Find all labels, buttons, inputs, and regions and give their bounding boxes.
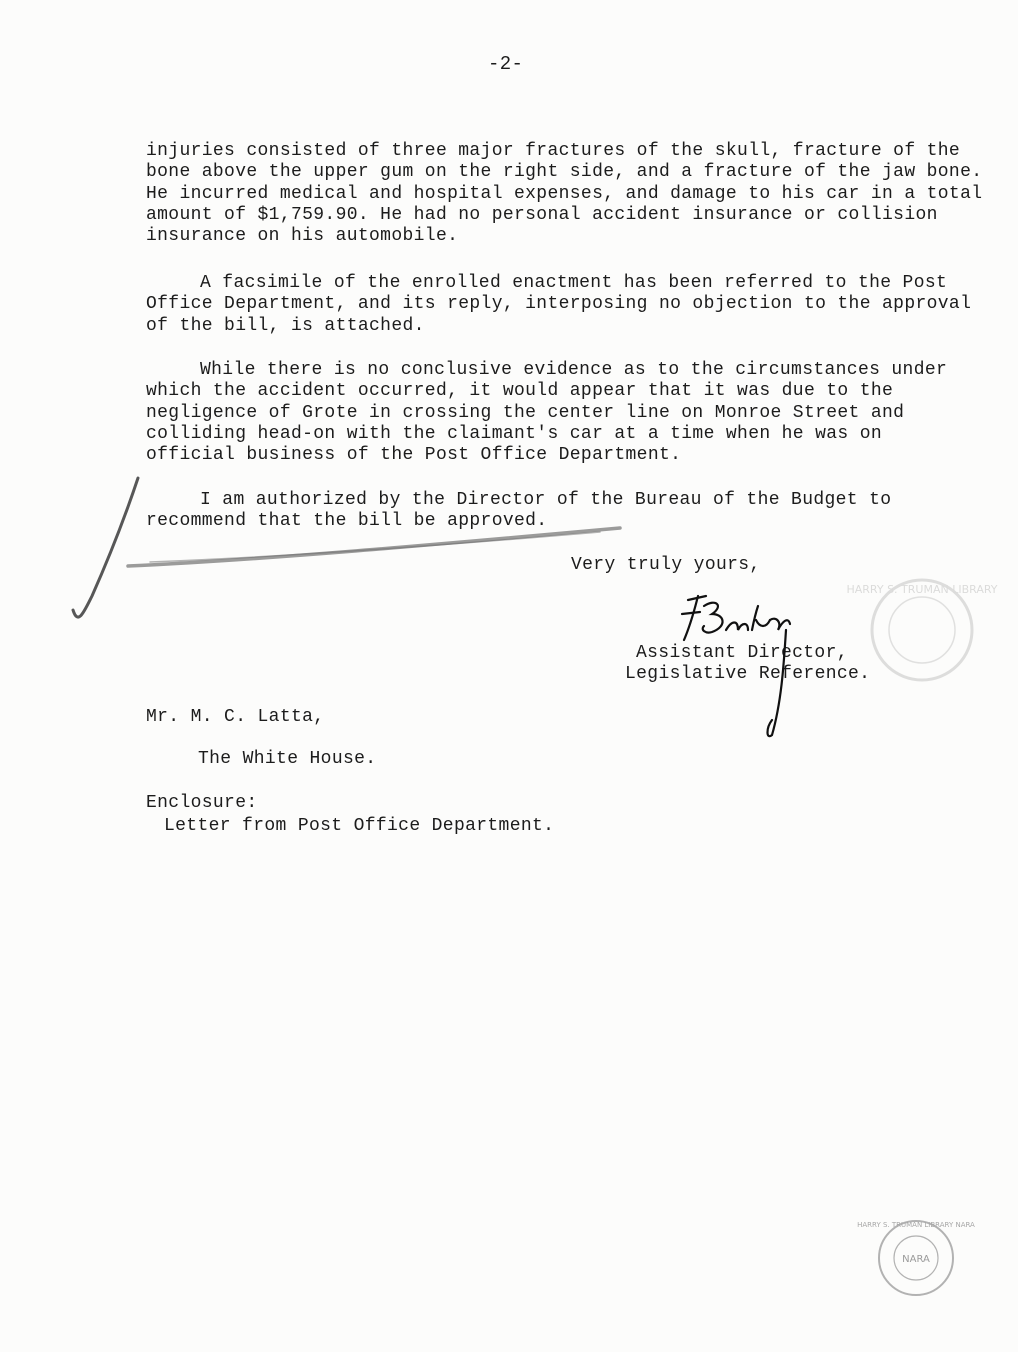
addressee-name: Mr. M. C. Latta, — [146, 707, 325, 727]
text-line: official business of the Post Office Department. — [146, 445, 682, 466]
text-line: recommend that the bill be approved. — [146, 511, 548, 532]
archival-stamp-upper — [846, 580, 997, 680]
stamp-lower-text: HARRY S. TRUMAN LIBRARY NARA — [857, 1221, 975, 1229]
closing: Very truly yours, — [571, 555, 761, 575]
text-line: which the accident occurred, it would appear that it was due to the — [146, 381, 894, 402]
text-line: I am authorized by the Director of the Bureau of the Budget to — [200, 490, 892, 510]
enclosure-item: Letter from Post Office Department. — [164, 816, 555, 836]
page-number: -2- — [488, 53, 524, 75]
nara-stamp — [857, 1221, 975, 1295]
text-line: bone above the upper gum on the right side, and a fracture of the jaw bone. — [146, 162, 983, 183]
handwritten-signature — [682, 596, 790, 736]
stamp-upper-text: HARRY S. TRUMAN LIBRARY — [846, 583, 998, 596]
text-line: Office Department, and its reply, interposing no objection to the approval — [146, 294, 972, 315]
text-line: insurance on his automobile. — [146, 226, 459, 247]
pencil-margin-mark — [73, 478, 138, 617]
text-line: He incurred medical and hospital expenses, and damage to his car in a total — [146, 183, 983, 204]
text-line: injuries consisted of three major fractures of the skull, fracture of the — [146, 141, 961, 161]
text-line: of the bill, is attached. — [146, 315, 425, 336]
signer-office: Legislative Reference. — [625, 664, 871, 684]
signer-title: Assistant Director, — [636, 643, 848, 663]
text-line: colliding head-on with the claimant's car at a time when he was on — [146, 423, 883, 444]
addressee-location: The White House. — [198, 749, 377, 769]
text-line: While there is no conclusive evidence as to the circumstances under — [200, 360, 948, 380]
text-line: negligence of Grote in crossing the center line on Monroe Street and — [146, 402, 905, 423]
enclosure-label: Enclosure: — [146, 793, 258, 813]
text-line: A facsimile of the enrolled enactment has been referred to the Post — [200, 273, 948, 293]
stamp-center-text: NARA — [902, 1254, 930, 1265]
text-line: amount of $1,759.90. He had no personal accident insurance or collision — [146, 204, 938, 225]
